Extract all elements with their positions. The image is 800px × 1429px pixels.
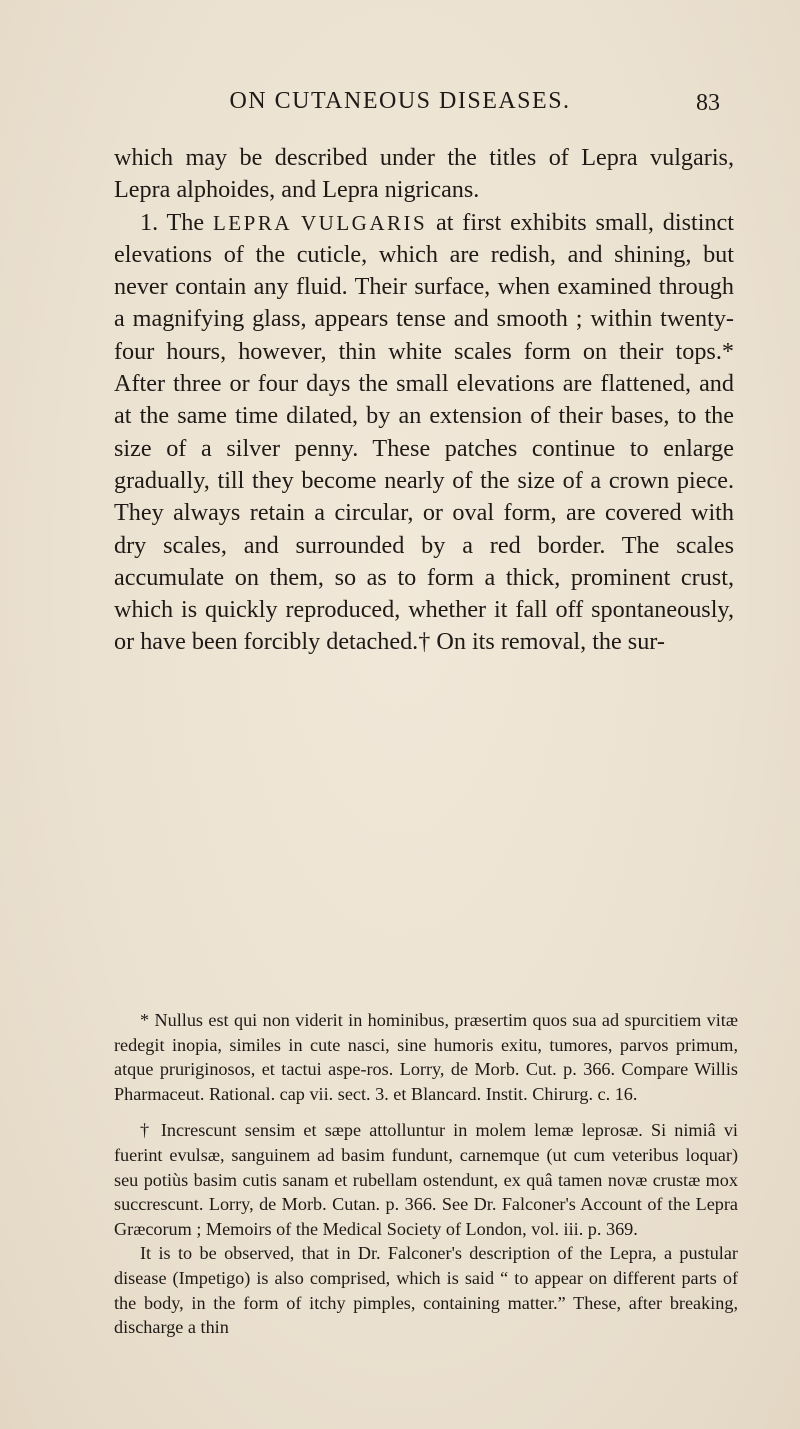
term-lepra-vulgaris: LEPRA VULGARIS [212, 210, 428, 235]
footnote-asterisk: * Nullus est qui non viderit in hominibus, præsertim quos sua ad spurcitiem vitæ redegit inopia, similes in cute nasci, sine humoris exitu, tumores, parvos primum, atque pruriginosos, et tactui aspe-ros. Lorry, de Morb. Cut. p. 366. Compare Willis Pharmaceut. Rational. cap vii. sect. 3. et Blancard. Instit. Chirurg. c. 16. [114, 1010, 738, 1104]
footnote-continuation: It is to be observed, that in Dr. Falconer's description of the Lepra, a pustular disease (Impetigo) is also comprised, which is said “ to appear on different parts of the body, in the form of itchy pimples, containing matter.” These, after breaking, discharge a thin [114, 1243, 738, 1338]
paragraph-number: 1. The [140, 208, 213, 236]
paragraph-lepra-vulgaris [114, 207, 734, 659]
footnote-dagger: † Increscunt sensim et sæpe attolluntur in molem lemæ leprosæ. Si nimiâ vi fuerint evulsæ, sanguinem ad basim fundunt, carnemque (ut cum veteribus loquar) seu potiùs basim cutis sanam et rubellam ostendunt, ex quâ tamen novæ crustæ mox succrescunt. Lorry, de Morb. Cutan. p. 366. See Dr. Falconer's Account of the Lepra Græcorum ; Memoirs of the Medical Society of London, vol. iii. p. 369. [114, 1120, 738, 1239]
paragraph-text: at first exhibits small, distinct elevations of the cuticle, which are redish, and shining, but never contain any fluid. Their surface, when examined through a magnifying glass, appears tense and smooth ; within twenty-four hours, however, thin white scales form on their tops.* After three or four days the small elevations are flattened, and at the same time dilated, by an extension of their bases, to the size of a silver penny. These patches continue to enlarge gradually, till they become nearly of the size of a crown piece. They always retain a circular, or oval form, are covered with dry scales, and surrounded by a red border. The scales accumulate on them, so as to form a thick, prominent crust, which is quickly reproduced, whether it fall off spontaneously, or have been forcibly detached.† On its removal, the sur- [114, 208, 735, 656]
main-text [114, 142, 734, 659]
paragraph-continuation: which may be described under the titles of Lepra vulgaris, Lepra alphoides, and Lepra nigricans. [114, 144, 734, 204]
page-number: 83 [696, 90, 720, 116]
page-header [0, 88, 800, 120]
footnotes [114, 1008, 738, 1340]
running-head: ON CUTANEOUS DISEASES. [229, 88, 571, 114]
